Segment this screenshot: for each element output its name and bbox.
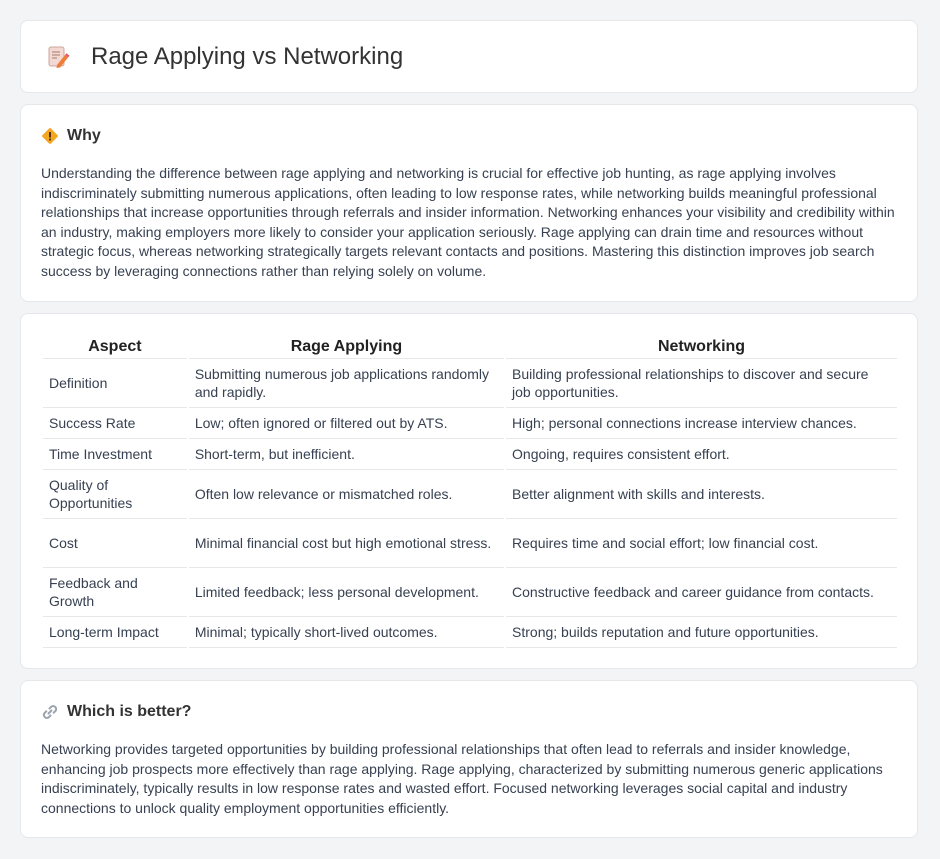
table-cell-rage-applying: Low; often ignored or filtered out by ATS. bbox=[189, 408, 504, 439]
table-cell-networking: Requires time and social effort; low financial cost. bbox=[506, 519, 897, 568]
table-row bbox=[43, 519, 897, 568]
table-header-row bbox=[43, 336, 897, 359]
table-cell-aspect: Time Investment bbox=[43, 439, 187, 470]
table-cell-aspect: Cost bbox=[43, 519, 187, 568]
table-cell-networking: Building professional relationships to discover and secure job opportunities. bbox=[506, 359, 897, 408]
page-header bbox=[45, 43, 403, 71]
table-cell-networking: Constructive feedback and career guidance from contacts. bbox=[506, 568, 897, 617]
document-pen-icon bbox=[45, 44, 71, 70]
better-text: Networking provides targeted opportunities by building professional relationships that often lead to referrals and insider knowledge, enhancing job prospects more effectively than rage applying. Rage applying, characterized by submitting numerous generic applications indiscriminately, typically results in low response rates and wasted effort. Focused networking leverages social capital and industry connections to unlock quality employment opportunities efficiently. bbox=[41, 741, 883, 816]
comparison-section bbox=[20, 313, 918, 669]
why-section bbox=[20, 104, 918, 302]
why-heading bbox=[41, 127, 101, 145]
column-header-rage-applying: Rage Applying bbox=[189, 336, 504, 359]
table-cell-networking: Better alignment with skills and interests. bbox=[506, 470, 897, 519]
table-cell-aspect: Definition bbox=[43, 359, 187, 408]
comparison-table bbox=[41, 336, 899, 648]
header-card bbox=[20, 20, 918, 93]
column-header-aspect: Aspect bbox=[43, 336, 187, 359]
better-heading bbox=[41, 703, 191, 721]
table-cell-rage-applying: Short-term, but inefficient. bbox=[189, 439, 504, 470]
table-row bbox=[43, 470, 897, 519]
table-cell-rage-applying: Minimal; typically short-lived outcomes. bbox=[189, 617, 504, 648]
table-cell-aspect: Feedback and Growth bbox=[43, 568, 187, 617]
table-cell-aspect: Long-term Impact bbox=[43, 617, 187, 648]
link-icon bbox=[41, 703, 59, 721]
table-row bbox=[43, 439, 897, 470]
table-cell-networking: High; personal connections increase interview chances. bbox=[506, 408, 897, 439]
table-row bbox=[43, 617, 897, 648]
table-row bbox=[43, 408, 897, 439]
column-header-networking: Networking bbox=[506, 336, 897, 359]
why-title: Why bbox=[67, 127, 101, 144]
table-cell-networking: Strong; builds reputation and future opportunities. bbox=[506, 617, 897, 648]
table-cell-rage-applying: Limited feedback; less personal development. bbox=[189, 568, 504, 617]
which-is-better-section bbox=[20, 680, 918, 838]
page-title: Rage Applying vs Networking bbox=[91, 43, 404, 70]
table-cell-rage-applying: Often low relevance or mismatched roles. bbox=[189, 470, 504, 519]
table-row bbox=[43, 359, 897, 408]
table-cell-networking: Ongoing, requires consistent effort. bbox=[506, 439, 897, 470]
table-cell-aspect: Success Rate bbox=[43, 408, 187, 439]
why-text: Understanding the difference between rage applying and networking is crucial for effective job hunting, as rage applying involves indiscriminately submitting numerous applications, often leading to low response rates, while networking builds meaningful professional relationships that increase opportunities through referrals and insider information. Networking enhances your visibility and credibility within an industry, making employers more likely to consider your application seriously. Rage applying can drain time and resources without strategic focus, whereas networking strategically targets relevant contacts and positions. Mastering this distinction improves job search success by leveraging connections rather than relying solely on volume. bbox=[41, 165, 895, 279]
table-cell-rage-applying: Minimal financial cost but high emotional stress. bbox=[189, 519, 504, 568]
table-cell-rage-applying: Submitting numerous job applications randomly and rapidly. bbox=[189, 359, 504, 408]
table-cell-aspect: Quality of Opportunities bbox=[43, 470, 187, 519]
warning-diamond-icon bbox=[41, 127, 59, 145]
better-title: Which is better? bbox=[67, 703, 192, 720]
table-row bbox=[43, 568, 897, 617]
